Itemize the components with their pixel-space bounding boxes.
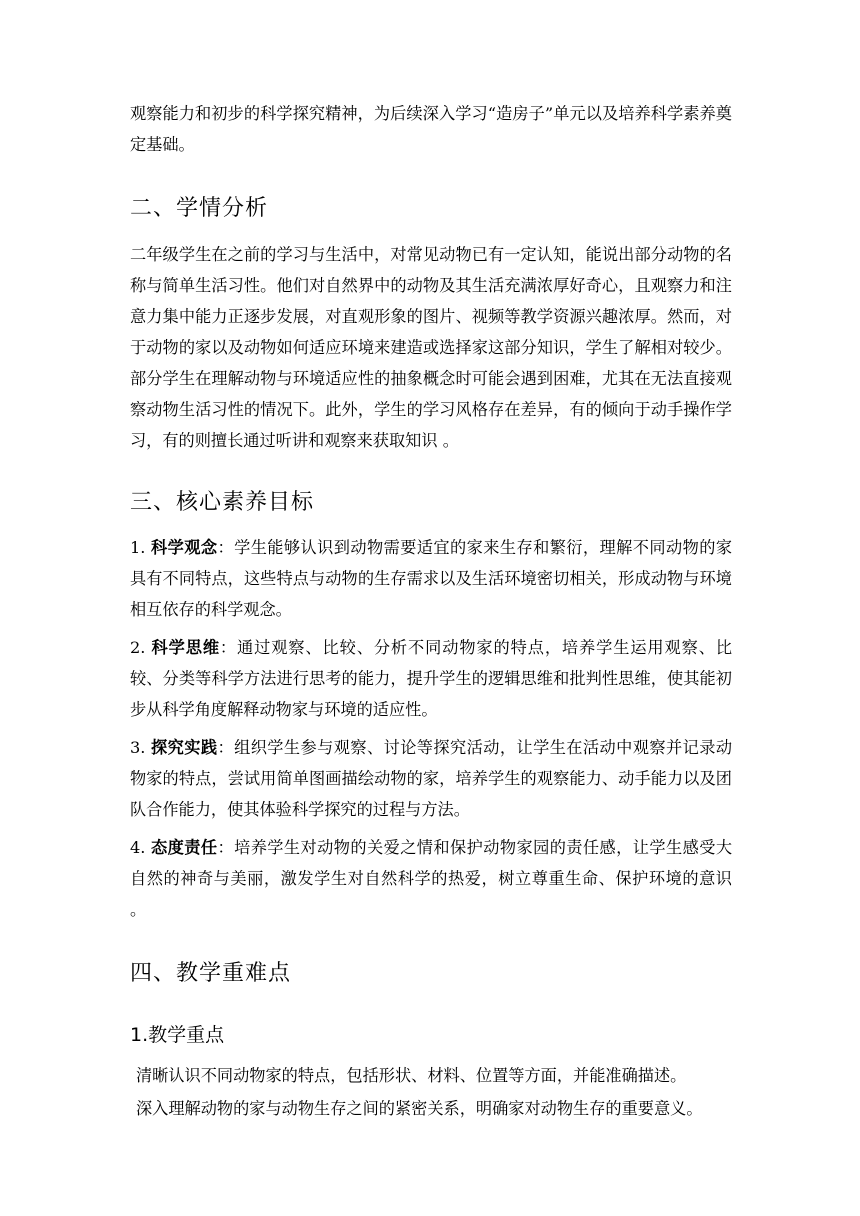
goal-text: ：培养学生对动物的关爱之情和保护动物家园的责任感，让学生感受大自然的神奇与美丽，激发学生对自然科学的热爱，树立尊重生命、保护环境的意识 。 (130, 838, 733, 919)
goal-label: 科学思维 (151, 638, 220, 657)
goal-number: 4. (130, 838, 152, 857)
goal-label: 探究实践 (151, 738, 218, 757)
goal-number: 3. (130, 738, 152, 757)
goal-label: 态度责任 (151, 838, 218, 857)
goal-number: 2. (130, 638, 152, 657)
learner-analysis-paragraph: 二年级学生在之前的学习与生活中，对常见动物已有一定认知，能说出部分动物的名称与简单生活习性。他们对自然界中的动物及其生活充满浓厚好奇心，且观察力和注意力集中能力正逐步发展，对直观形象的图片、视频等教学资源兴趣浓厚。然而，对于动物的家以及动物如何适应环境来建造或选择家这部分知识，学生了解相对较少。部分学生在理解动物与环境适应性的抽象概念时可能会遇到困难，尤其在无法直接观察动物生活习性的情况下。此外，学生的学习风格存在差异，有的倾向于动手操作学习，有的则擅长通过听讲和观察来获取知识 。 (130, 245, 732, 450)
teaching-focus-line-2: 深入理解动物的家与动物生存之间的紧密关系，明确家对动物生存的重要意义。 (136, 1099, 703, 1118)
goal-text: ：学生能够认识到动物需要适宜的家来生存和繁衍，理解不同动物的家具有不同特点，这些特点与动物的生存需求以及生活环境密切相关，形成动物与环境相互依存的科学观念。 (130, 538, 733, 619)
teaching-focus-subheading: 1.教学重点 (130, 1024, 225, 1046)
teaching-focus-line-1: 清晰认识不同动物家的特点，包括形状、材料、位置等方面，并能准确描述。 (136, 1066, 687, 1085)
goal-number: 1. (130, 538, 152, 557)
core-goal-item-inquiry-practice (130, 732, 732, 825)
goal-label: 科学观念 (151, 538, 218, 557)
goal-text: ：组织学生参与观察、讨论等探究活动，让学生在活动中观察并记录动物家的特点，尝试用简单图画描绘动物的家，培养学生的观察能力、动手能力以及团队合作能力，使其体验科学探究的过程与方法。 (130, 738, 733, 819)
document-page (130, 98, 732, 1124)
core-goal-item-science-thinking (130, 632, 732, 725)
learner-analysis-heading: 二、学情分析 (130, 196, 269, 221)
core-goal-item-attitude-responsibility (130, 832, 732, 925)
core-goals-heading: 三、核心素养目标 (130, 490, 315, 515)
core-goal-item-science-concept (130, 532, 732, 625)
intro-continuation-paragraph: 观察能力和初步的科学探究精神，为后续深入学习“造房子”单元以及培养科学素养奠定基础。 (130, 104, 732, 154)
goal-text: ：通过观察、比较、分析不同动物家的特点，培养学生运用观察、比较、分类等科学方法进行思考的能力，提升学生的逻辑思维和批判性思维，使其能初步从科学角度解释动物家与环境的适应性。 (130, 638, 733, 719)
key-points-heading: 四、教学重难点 (130, 961, 292, 986)
